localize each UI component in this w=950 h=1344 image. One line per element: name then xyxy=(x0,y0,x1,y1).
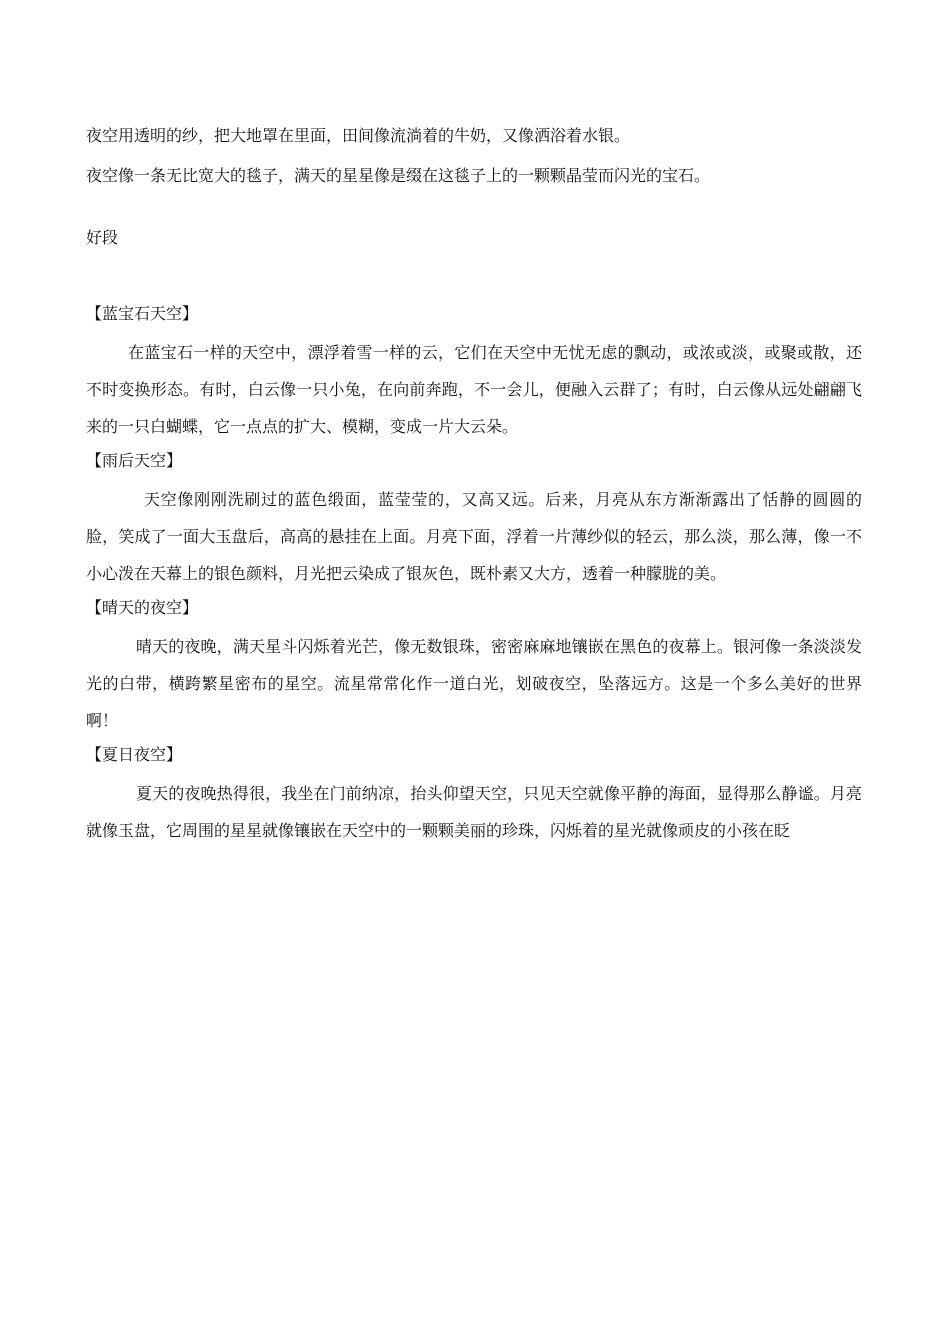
section-text-sapphire-sky: 在蓝宝石一样的天空中，漂浮着雪一样的云，它们在天空中无忧无虑的飘动，或浓或淡，或聚或散，还不时变换形态。有时，白云像一只小兔，在向前奔跑，不一会儿，便融入云群了；有时，白云像从远处翩翩飞来的一只白蝴蝶，它一点点的扩大、模糊，变成一片大云朵。 xyxy=(86,343,862,436)
intro-line-2: 夜空像一条无比宽大的毯子，满天的星星像是缀在这毯子上的一颗颗晶莹而闪光的宝石。 xyxy=(86,166,711,185)
section-text-clear-night-sky: 晴天的夜晚，满天星斗闪烁着光芒，像无数银珠，密密麻麻地镶嵌在黑色的夜幕上。银河像一条淡淡发光的白带，横跨繁星密布的星空。流星常常化作一道白光，划破夜空，坠落远方。这是一个多么美好的世界啊！ xyxy=(86,637,862,730)
section-title-after-rain-sky: 【雨后天空】 xyxy=(86,451,183,470)
section-title-clear-night-sky: 【晴天的夜空】 xyxy=(86,598,199,617)
section-text-summer-night-sky: 夏天的夜晚热得很，我坐在门前纳凉，抬头仰望天空，只见天空就像平静的海面，显得那么静谧。月亮就像玉盘，它周围的星星就像镶嵌在天空中的一颗颗美丽的珍珠，闪烁着的星光就像顽皮的小孩在眨 xyxy=(86,784,862,840)
document-page xyxy=(86,118,862,849)
good-paragraph-heading: 好段 xyxy=(86,228,119,247)
section-text-after-rain-sky: 天空像刚刚洗刷过的蓝色缎面，蓝莹莹的，又高又远。后来，月亮从东方渐渐露出了恬静的圆圆的脸，笑成了一面大玉盘后，高高的悬挂在上面。月亮下面，浮着一片薄纱似的轻云，那么淡，那么薄，像一不小心泼在天幕上的银色颜料，月光把云染成了银灰色，既朴素又大方，透着一种朦胧的美。 xyxy=(86,490,862,583)
intro-line-1: 夜空用透明的纱，把大地罩在里面，田间像流淌着的牛奶，又像洒浴着水银。 xyxy=(86,126,631,145)
section-title-sapphire-sky: 【蓝宝石天空】 xyxy=(86,304,199,323)
section-title-summer-night-sky: 【夏日夜空】 xyxy=(86,745,183,764)
